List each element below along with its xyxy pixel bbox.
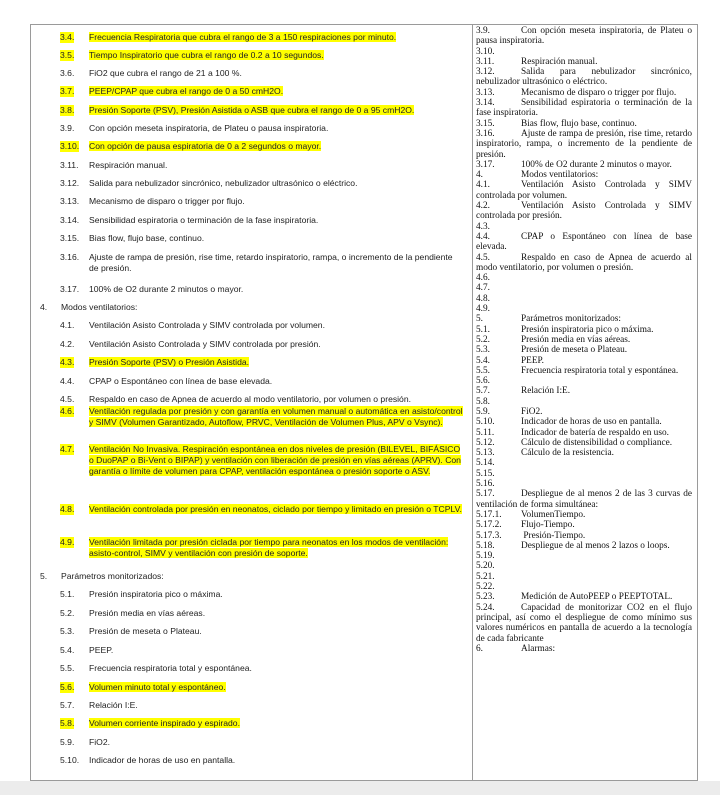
item-number: 4. [40, 302, 48, 312]
item-text-content: Relación I:E. [89, 700, 138, 710]
item-number: 5.5. [60, 663, 75, 673]
item-text-content: Modos ventilatorios: [61, 302, 138, 312]
right-list-item [476, 88, 692, 98]
item-text: Relación I:E. [521, 386, 571, 397]
item-text [89, 376, 464, 387]
item-number: 5. [476, 314, 483, 325]
item-number: 4.2. [476, 201, 490, 212]
item-text-content: Ventilación Asisto Controlada y SIMV controlada por volumen. [89, 320, 325, 330]
item-text: FiO2. [521, 406, 543, 417]
item-number: 3.13. [60, 196, 80, 206]
item-text [89, 394, 464, 405]
item-number: 3.10. [60, 141, 80, 151]
item-number: 5.21. [476, 571, 495, 582]
item-text: Cálculo de distensibilidad o compliance. [521, 437, 673, 448]
item-number: 5.4. [60, 645, 75, 655]
item-number: 4.9. [60, 537, 75, 547]
item-text-content: Ajuste de rampa de presión, rise time, retardo inspiratorio, rampa, o incremento de la pendiente de presión. [89, 252, 453, 273]
item-number: 3.17. [60, 284, 80, 294]
item-number: 3.6. [60, 68, 75, 78]
item-text [89, 215, 464, 226]
item-number: 5.10. [476, 417, 495, 428]
right-list-item [476, 201, 692, 222]
item-text-content: Parámetros monitorizados: [61, 571, 164, 581]
item-number: 3.15. [476, 118, 495, 129]
item-number: 5.17.1. [476, 509, 502, 520]
item-text: PEEP. [521, 355, 544, 366]
item-number: 5.6. [60, 682, 75, 692]
item-number: 4.9. [476, 304, 490, 315]
item-number: 6. [476, 643, 483, 654]
item-number: 3.15. [60, 233, 80, 243]
right-list-item [476, 57, 692, 67]
item-number: 5.3. [476, 345, 490, 356]
item-text [89, 608, 464, 619]
item-text-content: PEEP. [89, 645, 114, 655]
right-list-item [476, 376, 692, 386]
right-list-item [476, 345, 692, 355]
item-text: Presión-Tiempo. [521, 530, 586, 541]
right-list-item [476, 366, 692, 376]
item-text [89, 444, 464, 477]
item-text [89, 105, 464, 116]
item-text: Salida para nebulizador sincrónico, nebulizador ultrasónico o eléctrico. [476, 67, 692, 88]
item-number: 5.10. [60, 755, 80, 765]
item-text [89, 406, 464, 428]
highlighted-text: Presión Soporte (PSV) o Presión Asistida. [89, 357, 250, 367]
item-text [89, 68, 464, 79]
item-number: 3.4. [60, 32, 75, 42]
right-list-item [476, 551, 692, 561]
item-text-content: FiO2. [89, 737, 111, 747]
item-number: 5. [40, 571, 48, 581]
column-divider [472, 24, 473, 781]
item-text [61, 571, 464, 582]
item-text-content: FiO2 que cubra el rango de 21 a 100 %. [89, 68, 242, 78]
item-text: Flujo-Tiempo. [521, 520, 575, 531]
item-number: 5.4. [476, 355, 490, 366]
item-text [89, 589, 464, 600]
item-number: 4.6. [60, 406, 75, 416]
item-number: 4.5. [60, 394, 75, 404]
item-number: 4.5. [476, 252, 490, 263]
item-number: 5.13. [476, 448, 495, 459]
right-list-item [476, 561, 692, 571]
right-list-item [476, 160, 692, 170]
item-text-content: 100% de O2 durante 2 minutos o mayor. [89, 284, 244, 294]
item-text [89, 32, 464, 43]
item-number: 5.24. [476, 602, 495, 613]
item-text [89, 160, 464, 171]
right-list-item [476, 458, 692, 468]
item-number: 5.9. [60, 737, 75, 747]
right-list-item [476, 26, 692, 47]
item-number: 5.12. [476, 437, 495, 448]
item-text [89, 737, 464, 748]
item-text: Despliegue de al menos 2 lazos o loops. [521, 540, 670, 551]
right-list-item [476, 304, 692, 314]
item-number: 3.17. [476, 159, 495, 170]
right-list-item [476, 119, 692, 129]
item-text-content: Sensibilidad espiratoria o terminación de la fase inspiratoria. [89, 215, 319, 225]
right-list-item [476, 386, 692, 396]
right-list-item [476, 448, 692, 458]
item-number: 4.7. [476, 283, 490, 294]
item-text [89, 663, 464, 674]
right-list-item [476, 294, 692, 304]
item-text: Indicador de horas de uso en pantalla. [521, 417, 662, 428]
item-text [89, 50, 464, 61]
item-number: 3.11. [476, 56, 495, 67]
item-number: 5.7. [476, 386, 490, 397]
item-number: 5.17.2. [476, 520, 502, 531]
right-list-item [476, 644, 692, 654]
item-number: 3.14. [476, 98, 495, 109]
item-number: 4.1. [476, 180, 490, 191]
item-number: 3.12. [476, 67, 495, 78]
page-bottom-margin [0, 781, 720, 795]
item-text: Modos ventilatorios: [521, 170, 599, 181]
right-list-item [476, 572, 692, 582]
right-list-item [476, 253, 692, 274]
right-list-item [476, 129, 692, 160]
highlighted-text: PEEP/CPAP que cubra el rango de 0 a 50 cmH2O. [89, 86, 284, 96]
item-text [89, 700, 464, 711]
item-text: Frecuencia respiratoria total y espontánea. [521, 365, 679, 376]
item-text [89, 320, 464, 331]
item-text: Ventilación Asisto Controlada y SIMV controlada por volumen. [476, 180, 692, 201]
right-list-item [476, 407, 692, 417]
item-number: 5.2. [60, 608, 75, 618]
item-text: Ventilación Asisto Controlada y SIMV controlada por presión. [476, 201, 692, 222]
item-number: 4.2. [60, 339, 75, 349]
item-text [89, 357, 464, 368]
item-text [89, 682, 464, 693]
item-text: Parámetros monitorizados: [521, 314, 621, 325]
item-number: 5.17.3. [476, 530, 502, 541]
item-number: 3.5. [60, 50, 75, 60]
right-list-item [476, 489, 692, 510]
item-text: Sensibilidad espiratoria o terminación de la fase inspiratoria. [476, 98, 692, 119]
item-text: Despliegue de al menos 2 de las 3 curvas de ventilación de forma simultánea: [476, 489, 692, 510]
item-text [89, 626, 464, 637]
item-text [89, 196, 464, 207]
item-text: Respaldo en caso de Apnea de acuerdo al modo ventilatorio, por volumen o presión. [476, 252, 692, 273]
item-number: 5.17. [476, 489, 495, 500]
item-text-content: Salida para nebulizador sincrónico, nebulizador ultrasónico o eléctrico. [89, 178, 358, 188]
item-text: Medición de AutoPEEP o PEEPTOTAL. [521, 592, 673, 603]
item-number: 3.14. [60, 215, 80, 225]
highlighted-text: Volumen corriente inspirado y espirado. [89, 718, 240, 728]
item-number: 5.22. [476, 582, 495, 593]
item-number: 3.13. [476, 87, 495, 98]
right-list-item [476, 603, 692, 644]
item-number: 3.8. [60, 105, 75, 115]
item-text [89, 755, 464, 766]
right-list-item [476, 180, 692, 201]
item-text-content: Presión media en vías aéreas. [89, 608, 206, 618]
right-list-item [476, 314, 692, 324]
right-list-item [476, 283, 692, 293]
item-text [89, 123, 464, 134]
item-number: 5.6. [476, 376, 490, 387]
item-number: 4.8. [476, 293, 490, 304]
item-text-content: Respiración manual. [89, 160, 168, 170]
item-number: 4.6. [476, 273, 490, 284]
item-text [89, 339, 464, 350]
highlighted-text: Ventilación regulada por presión y con garantía en volumen manual o automática en asisto/control y SIMV (Volumen Garantizado, Autoflow, PRVC, Ventilación de Volumen Plus, APV o Vsync). [89, 406, 463, 427]
right-column-spec-list [476, 26, 692, 654]
item-text-content: CPAP o Espontáneo con línea de base elevada. [89, 376, 273, 386]
item-number: 4.8. [60, 504, 75, 514]
item-text [89, 252, 464, 274]
item-text [89, 178, 464, 189]
right-list-item [476, 273, 692, 283]
item-text: Mecanismo de disparo o trigger por flujo. [521, 87, 677, 98]
item-number: 3.16. [60, 252, 80, 262]
item-text-content: Presión inspiratoria pico o máxima. [89, 589, 223, 599]
item-text-content: Indicador de horas de uso en pantalla. [89, 755, 236, 765]
item-number: 5.3. [60, 626, 75, 636]
item-number: 3.10. [476, 46, 495, 57]
item-number: 5.5. [476, 365, 490, 376]
item-text: Bias flow, flujo base, continuo. [521, 118, 637, 129]
item-text: 100% de O2 durante 2 minutos o mayor. [521, 159, 672, 170]
item-number: 3.11. [60, 160, 79, 170]
item-number: 5.23. [476, 592, 495, 603]
item-number: 3.9. [60, 123, 75, 133]
item-number: 4.3. [476, 221, 490, 232]
highlighted-text: Volumen minuto total y espontáneo. [89, 682, 226, 692]
right-list-item [476, 510, 692, 520]
highlighted-text: Con opción de pausa espiratoria de 0 a 2 segundos o mayor. [89, 141, 322, 151]
item-number: 5.8. [476, 396, 490, 407]
right-list-item [476, 325, 692, 335]
right-list-item [476, 531, 692, 541]
right-list-item [476, 520, 692, 530]
item-text: Presión media en vías aéreas. [521, 334, 631, 345]
item-text [89, 537, 464, 559]
item-number: 4.3. [60, 357, 75, 367]
right-list-item [476, 541, 692, 551]
item-text: Presión de meseta o Plateau. [521, 345, 628, 356]
item-number: 4.7. [60, 444, 75, 454]
item-number: 5.15. [476, 468, 495, 479]
item-text: Capacidad de monitorizar CO2 en el flujo principal, así como el despliegue de como mínimo sus valores numéricos en pantalla de acuerdo a la tecnología de cada fabricante [476, 602, 692, 644]
right-list-item [476, 356, 692, 366]
item-text [89, 645, 464, 656]
right-list-item [476, 170, 692, 180]
right-list-item [476, 67, 692, 88]
item-number: 4.1. [60, 320, 75, 330]
highlighted-text: Ventilación controlada por presión en neonatos, ciclado por tiempo y limitado en presión o TCPLV. [89, 504, 462, 514]
item-text: Alarmas: [521, 643, 556, 654]
right-list-item [476, 397, 692, 407]
item-text [89, 141, 464, 152]
item-text-content: Con opción meseta inspiratoria, de Plateu o pausa inspiratoria. [89, 123, 329, 133]
highlighted-text: Presión Soporte (PSV), Presión Asistida o ASB que cubra el rango de 0 a 95 cmH2O. [89, 105, 415, 115]
item-number: 4. [476, 170, 483, 181]
item-number: 5.19. [476, 551, 495, 562]
item-number: 5.20. [476, 561, 495, 572]
item-text: CPAP o Espontáneo con línea de base elevada. [476, 231, 692, 253]
item-text [89, 718, 464, 729]
right-list-item [476, 47, 692, 57]
item-number: 5.1. [60, 589, 75, 599]
item-number: 4.4. [60, 376, 75, 386]
item-number: 5.9. [476, 406, 490, 417]
item-number: 3.7. [60, 86, 75, 96]
right-list-item [476, 222, 692, 232]
right-list-item [476, 438, 692, 448]
item-number: 5.7. [60, 700, 75, 710]
right-list-item [476, 335, 692, 345]
item-text-content: Respaldo en caso de Apnea de acuerdo al modo ventilatorio, por volumen o presión. [89, 394, 411, 404]
highlighted-text: Ventilación limitada por presión ciclada por tiempo para neonatos en los modos de ventilación: asisto-control, SIMV y ventilación con presión de soporte. [89, 537, 449, 558]
item-text: VolumenTiempo. [521, 509, 586, 520]
item-number: 5.1. [476, 324, 490, 335]
item-text: Presión inspiratoria pico o máxima. [521, 324, 654, 335]
item-number: 3.16. [476, 128, 495, 139]
right-list-item [476, 469, 692, 479]
item-text [89, 284, 464, 295]
right-list-item [476, 592, 692, 602]
item-text-content: Frecuencia respiratoria total y espontánea. [89, 663, 252, 673]
right-list-item [476, 428, 692, 438]
item-number: 3.12. [60, 178, 80, 188]
item-number: 5.14. [476, 458, 495, 469]
item-number: 5.18. [476, 540, 495, 551]
item-number: 4.4. [476, 231, 490, 242]
right-list-item [476, 232, 692, 253]
item-text-content: Ventilación Asisto Controlada y SIMV controlada por presión. [89, 339, 321, 349]
item-number: 5.8. [60, 718, 75, 728]
item-number: 5.11. [476, 427, 495, 438]
right-list-item [476, 479, 692, 489]
highlighted-text: Ventilación No Invasiva. Respiración espontánea en dos niveles de presión (BILEVEL, BIFÁSICO o DuoPAP o Bi-Vent o BIPAP) y ventilación con liberación de presión en vías aéreas (APRV). Con garantía o límite de volumen para CPAP, ventilación espontánea o presión soporte o ASV. [89, 444, 461, 476]
highlighted-text: Tiempo Inspiratorio que cubra el rango de 0.2 a 10 segundos. [89, 50, 324, 60]
item-text: Cálculo de la resistencia. [521, 448, 614, 459]
item-text: Indicador de batería de respaldo en uso. [521, 427, 669, 438]
item-number: 5.16. [476, 479, 495, 490]
item-text: Respiración manual. [521, 56, 598, 67]
right-list-item [476, 98, 692, 119]
highlighted-text: Frecuencia Respiratoria que cubra el rango de 3 a 150 respiraciones por minuto. [89, 32, 397, 42]
right-list-item [476, 417, 692, 427]
item-number: 5.2. [476, 334, 490, 345]
item-text-content: Bias flow, flujo base, continuo. [89, 233, 205, 243]
item-text-content: Mecanismo de disparo o trigger por flujo. [89, 196, 245, 206]
item-text [89, 233, 464, 244]
item-text [89, 86, 464, 97]
item-text: Con opción meseta inspiratoria, de Plateu o pausa inspiratoria. [476, 26, 692, 47]
right-list-item [476, 582, 692, 592]
item-text [89, 504, 464, 515]
item-text-content: Presión de meseta o Plateau. [89, 626, 202, 636]
item-number: 3.9. [476, 26, 490, 36]
item-text: Ajuste de rampa de presión, rise time, retardo inspiratorio, rampa, o incremento de la pendiente de presión. [476, 128, 692, 160]
item-text [61, 302, 464, 313]
